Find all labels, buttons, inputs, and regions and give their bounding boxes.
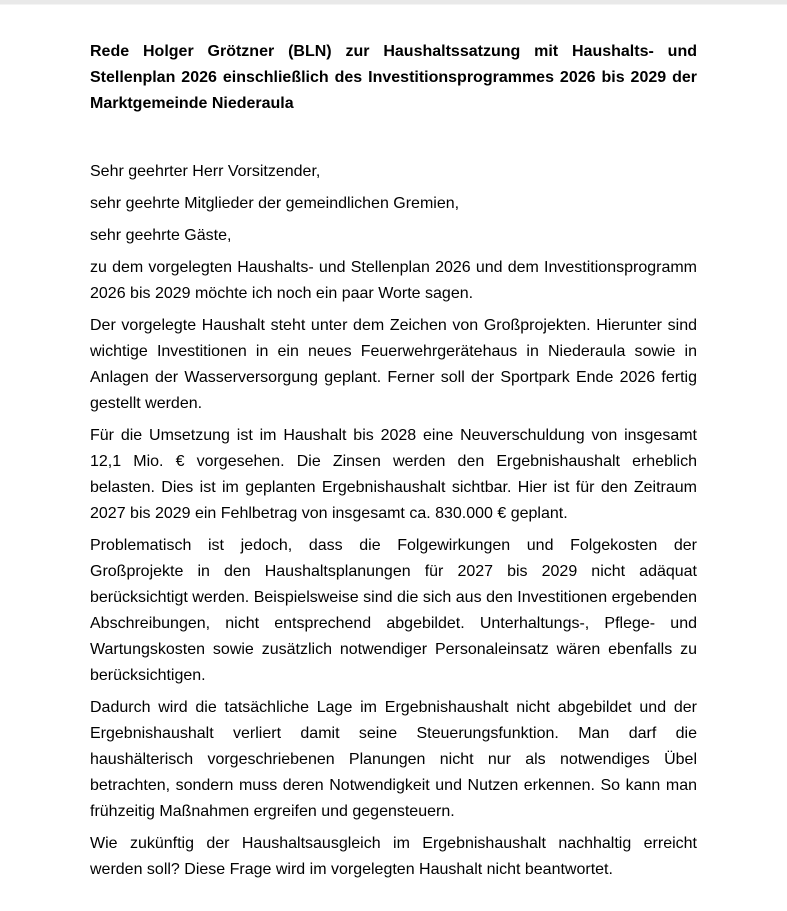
body-paragraph-steuerungsfunktion: Dadurch wird die tatsächliche Lage im Ergebnishaushalt nicht abgebildet und der Ergebnishaushalt verliert damit seine Steuerungsfunktion. Man darf die haushälterisch vorgeschriebenen Planungen nicht nur als notwendiges Übel betrachten, sondern muss deren Notwendigkeit und Nutzen erkennen. So kann man frühzeitig Maßnahmen ergreifen und gegensteuern. <box>90 699 697 820</box>
document-title: Rede Holger Grötzner (BLN) zur Haushaltssatzung mit Haushalts- und Stellenplan 2026 einschließlich des Investitionsprogrammes 2026 bis 2029 der Marktgemeinde Niederaula <box>90 43 697 112</box>
body-paragraph-neuverschuldung: Für die Umsetzung ist im Haushalt bis 2028 eine Neuverschuldung von insgesamt 12,1 Mio. € vorgesehen. Die Zinsen werden den Ergebnishaushalt erheblich belasten. Dies ist im geplanten Ergebnishaushalt sichtbar. Hier ist für den Zeitraum 2027 bis 2029 ein Fehlbetrag von insgesamt ca. 830.000 € geplant. <box>90 427 697 522</box>
body-paragraph-grossprojekte: Der vorgelegte Haushalt steht unter dem Zeichen von Großprojekten. Hierunter sind wichtige Investitionen in ein neues Feuerwehrgerätehaus in Niederaula sowie in Anlagen der Wasserversorgung geplant. Ferner soll der Sportpark Ende 2026 fertig gestellt werden. <box>90 317 697 412</box>
body-paragraph-folgekosten: Problematisch ist jedoch, dass die Folgewirkungen und Folgekosten der Großprojekte in den Haushaltsplanungen für 2027 bis 2029 nicht adäquat berücksichtigt werden. Beispielsweise sind die sich aus den Investitionen ergebenden Abschreibungen, nicht entsprechend abgebildet. Unterhaltungs-, Pflege- und Wartungskosten sowie zusätzlich notwendiger Personaleinsatz wären ebenfalls zu berücksichtigen. <box>90 537 697 684</box>
salutation-line-2: sehr geehrte Mitglieder der gemeindlichen Gremien, <box>90 195 460 212</box>
salutation-line-1: Sehr geehrter Herr Vorsitzender, <box>90 163 321 180</box>
body-paragraph-haushaltsausgleich: Wie zukünftig der Haushaltsausgleich im Ergebnishaushalt nachhaltig erreicht werden soll? Diese Frage wird im vorgelegten Haushalt nicht beantwortet. <box>90 835 697 878</box>
salutation-line-3: sehr geehrte Gäste, <box>90 227 232 244</box>
body-paragraph-intro: zu dem vorgelegten Haushalts- und Stellenplan 2026 und dem Investitionsprogramm 2026 bis 2029 möchte ich noch ein paar Worte sagen. <box>90 259 697 302</box>
document-page <box>0 5 787 883</box>
